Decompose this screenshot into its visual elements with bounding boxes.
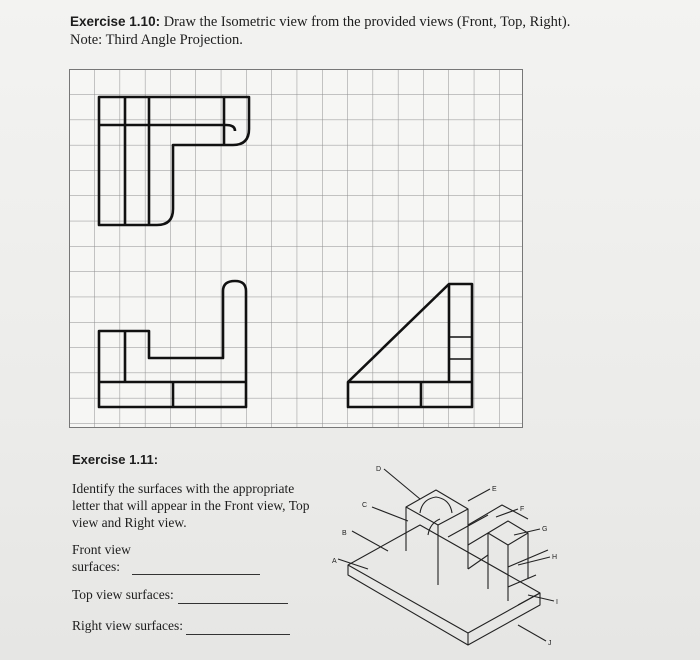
- exercise-1-10-instruction: [70, 13, 670, 31]
- right-view-answer-line[interactable]: [186, 634, 290, 635]
- front-view-label-line1: Front view: [72, 542, 131, 557]
- exercise-1-10-label: Exercise 1.10:: [70, 14, 161, 29]
- iso-letter-b: B: [342, 530, 347, 537]
- iso-letter-f: F: [520, 506, 525, 513]
- exercise-1-10-text: Draw the Isometric view from the provided views (Front, Top, Right).: [160, 14, 571, 30]
- exercise-1-11-description: Identify the surfaces with the appropriate letter that will appear in the Front view, Top view and Right view.: [72, 481, 310, 530]
- front-view-label-line2: surfaces:: [72, 559, 120, 574]
- iso-letter-j: J: [548, 640, 552, 647]
- grid-drawing: [69, 69, 523, 428]
- iso-letter-e: E: [492, 486, 497, 493]
- iso-letter-i: I: [556, 599, 558, 606]
- isometric-drawing: [318, 455, 588, 650]
- front-view-label: [72, 541, 131, 575]
- iso-letter-g: G: [542, 526, 548, 533]
- right-view-label: Right view surfaces:: [72, 618, 183, 633]
- isometric-figure: [318, 455, 588, 655]
- iso-letter-c: C: [362, 502, 368, 509]
- front-view-answer-line[interactable]: [132, 574, 260, 575]
- top-view-answer-line[interactable]: [178, 603, 288, 604]
- top-view-label: Top view surfaces:: [72, 587, 174, 602]
- iso-letter-a: A: [332, 558, 337, 565]
- exercise-1-11-title: Exercise 1.11:: [72, 452, 159, 467]
- iso-letter-d: D: [376, 466, 382, 473]
- iso-letter-h: H: [552, 554, 558, 561]
- exercise-1-10-header: [70, 13, 670, 49]
- exercise-1-10-note: Note: Third Angle Projection.: [70, 32, 243, 48]
- orthographic-grid: [69, 69, 523, 433]
